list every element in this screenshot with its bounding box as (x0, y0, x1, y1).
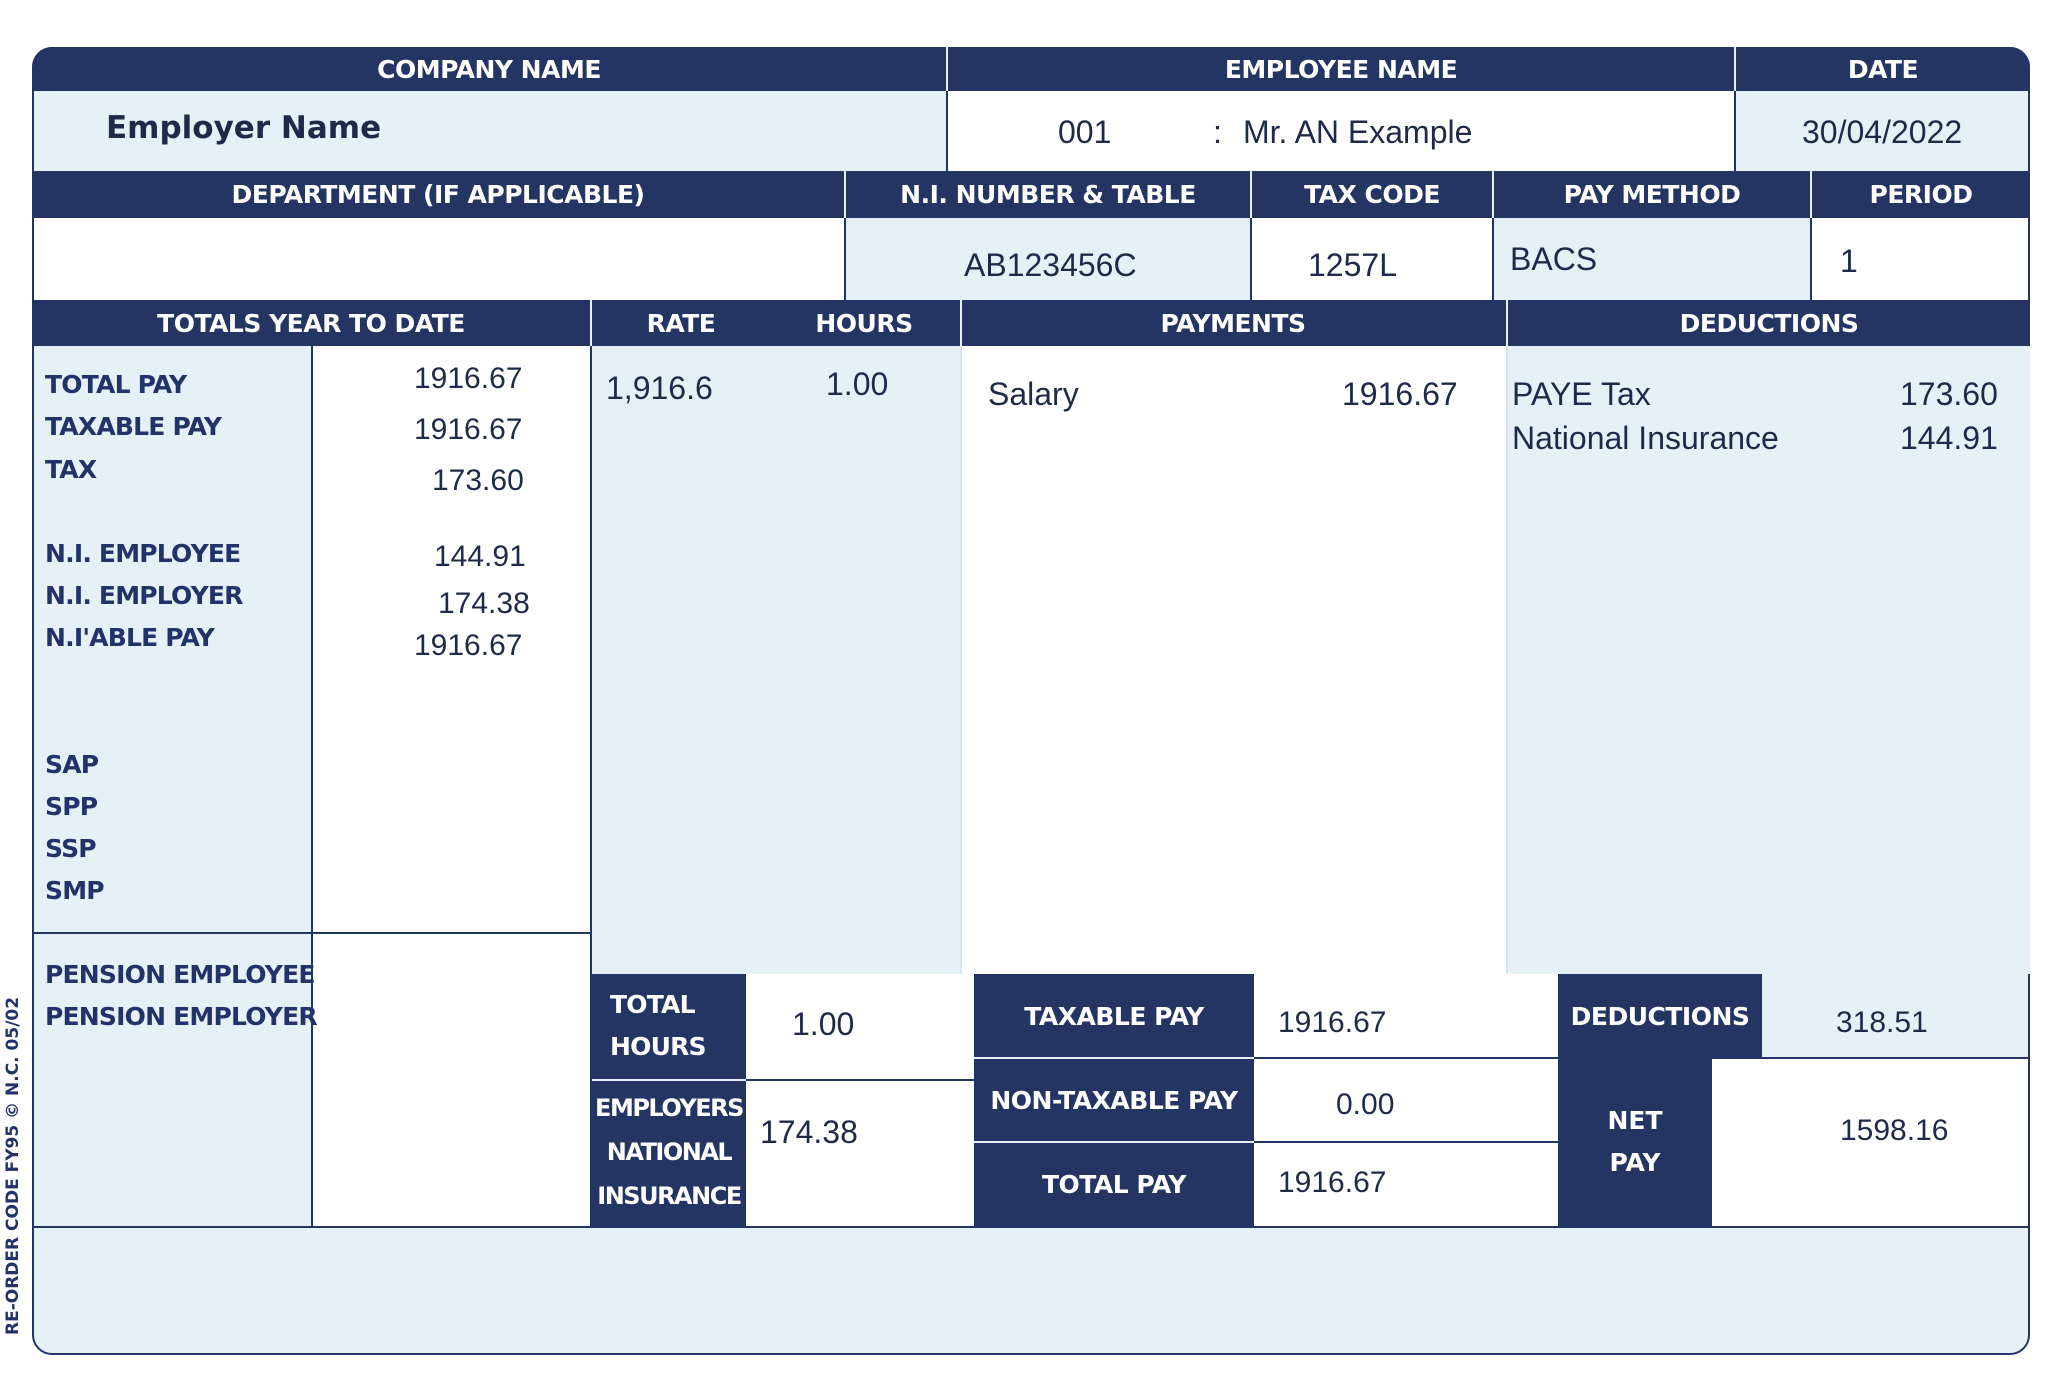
total-hours-label: HOURS (610, 1032, 706, 1061)
divider (1254, 1057, 1558, 1059)
non-taxable-pay-value: 0.00 (1336, 1088, 1395, 1121)
period: 1 (1840, 243, 1858, 279)
ytd-ni-employer: 174.38 (438, 587, 530, 620)
employee-name-header: EMPLOYEE NAME (1224, 54, 1458, 84)
payment-amount: 1916.67 (1342, 376, 1458, 412)
ytd-sap-label: SAP (45, 750, 99, 779)
divider (34, 932, 590, 934)
reorder-code-text: RE-ORDER CODE FY95 © N.C. 05/02 (3, 996, 23, 1335)
pay-method: BACS (1510, 241, 1598, 277)
divider (1734, 47, 1736, 91)
employee-name: Mr. AN Example (1243, 114, 1473, 150)
ytd-tax-label: TAX (45, 455, 97, 484)
ytd-total-pay-label: TOTAL PAY (45, 370, 187, 399)
period-header: PERIOD (1869, 180, 1973, 209)
net-pay-label: PAY (1609, 1148, 1661, 1177)
employer-name: Employer Name (106, 110, 382, 146)
divider (590, 300, 592, 346)
non-taxable-pay-value-box (1254, 1058, 1558, 1142)
ni-number-header: N.I. NUMBER & TABLE (900, 180, 1196, 209)
non-taxable-pay-label: NON-TAXABLE PAY (990, 1085, 1238, 1115)
employers-ni-label: NATIONAL (606, 1138, 732, 1166)
ytd-taxable-pay: 1916.67 (414, 413, 523, 446)
divider (1712, 1057, 2030, 1059)
total-hours-value-box (746, 974, 974, 1080)
totals-ytd-header: TOTALS YEAR TO DATE (157, 308, 465, 338)
divider (1254, 1141, 1558, 1143)
deduction-name: National Insurance (1512, 420, 1779, 456)
divider (1506, 300, 1508, 346)
deductions-total-value: 318.51 (1836, 1006, 1928, 1039)
taxable-pay-label: TAXABLE PAY (1024, 1001, 1204, 1031)
ytd-tax: 173.60 (432, 464, 524, 497)
company-name-header: COMPANY NAME (377, 54, 601, 84)
deduction-amount: 173.60 (1900, 376, 1998, 412)
hours-value: 1.00 (826, 366, 889, 402)
employee-number: 001 (1058, 114, 1112, 150)
pay-method-header: PAY METHOD (1563, 180, 1741, 209)
employers-ni-value: 174.38 (760, 1114, 858, 1150)
rate-value: 1,916.6 (606, 370, 713, 406)
deduction-amount: 144.91 (1900, 420, 1998, 456)
taxable-pay-value: 1916.67 (1278, 1006, 1387, 1039)
ytd-niable-pay: 1916.67 (414, 629, 523, 662)
net-pay-value: 1598.16 (1840, 1114, 1949, 1147)
divider (1810, 171, 1812, 218)
deductions-total-label: DEDUCTIONS (1570, 1001, 1750, 1031)
divider (34, 1226, 2030, 1228)
divider (1250, 218, 1252, 300)
divider (960, 300, 962, 346)
date-header: DATE (1847, 54, 1919, 84)
payment-name: Salary (988, 376, 1079, 412)
divider (1250, 171, 1252, 218)
divider (946, 91, 948, 171)
ytd-ni-employee-label: N.I. EMPLOYEE (45, 539, 241, 568)
ytd-niable-pay-label: N.I'ABLE PAY (45, 623, 214, 652)
ytd-spp-label: SPP (45, 792, 98, 821)
divider (1492, 171, 1494, 218)
ytd-pension-employee-label: PENSION EMPLOYEE (45, 960, 315, 989)
divider (946, 47, 948, 91)
department-header: DEPARTMENT (IF APPLICABLE) (231, 180, 645, 209)
employers-ni-value-box (746, 1080, 974, 1226)
divider (974, 1141, 1254, 1143)
pay-date: 30/04/2022 (1802, 114, 1963, 150)
ytd-smp-label: SMP (45, 876, 104, 905)
payments-header: PAYMENTS (1160, 308, 1306, 338)
divider (592, 1079, 746, 1081)
divider (1810, 218, 1812, 300)
employers-ni-label: EMPLOYERS (595, 1094, 743, 1122)
department-cell (34, 218, 844, 300)
rate-hours-column (592, 346, 960, 974)
payments-column (962, 346, 1506, 974)
divider (311, 346, 313, 1226)
ni-number: AB123456C (964, 247, 1137, 283)
divider (960, 346, 962, 974)
deductions-header: DEDUCTIONS (1679, 308, 1859, 338)
tax-code-header: TAX CODE (1304, 180, 1440, 209)
ytd-ni-employer-label: N.I. EMPLOYER (45, 581, 243, 610)
rate-header: RATE (646, 308, 716, 338)
divider (1506, 346, 1508, 974)
divider (844, 218, 846, 300)
net-pay-label: NET (1607, 1106, 1663, 1135)
ytd-total-pay: 1916.67 (414, 362, 523, 395)
employee-separator: : (1213, 114, 1222, 150)
total-pay-value: 1916.67 (1278, 1166, 1387, 1199)
hours-header: HOURS (815, 308, 913, 338)
total-hours-label: TOTAL (610, 990, 695, 1019)
total-pay-label: TOTAL PAY (1042, 1169, 1186, 1199)
ytd-ni-employee: 144.91 (434, 540, 526, 573)
total-hours-value: 1.00 (792, 1006, 855, 1042)
ytd-ssp-label: SSP (45, 834, 96, 863)
divider (844, 171, 846, 218)
employers-ni-label: INSURANCE (597, 1182, 741, 1210)
ytd-taxable-pay-label: TAXABLE PAY (45, 412, 222, 441)
divider (1734, 91, 1736, 171)
ytd-pension-employer-label: PENSION EMPLOYER (45, 1002, 317, 1031)
divider (974, 1057, 1254, 1059)
net-pay-label-box (1558, 1058, 1712, 1226)
deduction-name: PAYE Tax (1512, 376, 1651, 412)
tax-code: 1257L (1308, 247, 1397, 283)
divider (1492, 218, 1494, 300)
